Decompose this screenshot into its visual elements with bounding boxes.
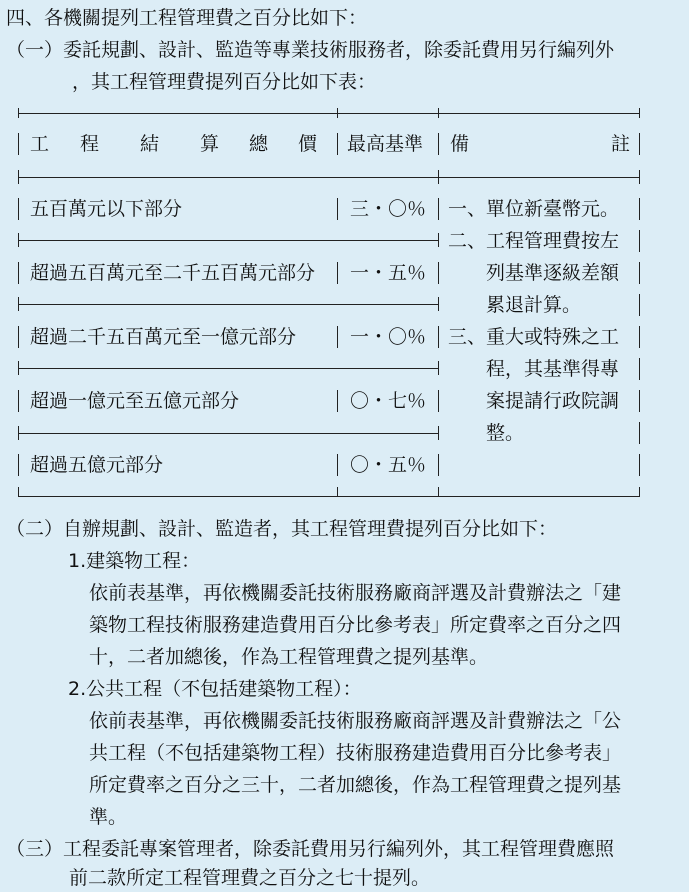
part2-title: （二）自辦規劃、設計、監造者，其工程管理費提列百分比如下：: [6, 518, 558, 540]
part3-line2: 前二款所定工程管理費之百分之七十提列。: [69, 867, 431, 889]
header-char: 工: [30, 133, 50, 155]
part1-line1: （一）委託規劃、設計、監造等專業技術服務者，除委託費用另行編列外: [6, 39, 615, 61]
part2-item1-line: 依前表基準，再依機關委託技術服務廠商評選及計費辦法之「建: [89, 582, 622, 604]
part2-item1-title: 1.建築物工程：: [68, 550, 201, 572]
header-char: 總: [249, 133, 269, 155]
table-row-range: 超過五百萬元至二千五百萬元部分: [30, 262, 316, 284]
section-heading: 四、各機關提列工程管理費之百分比如下：: [6, 7, 368, 29]
part2-item1-line: 築物工程技術服務建造費用百分比參考表」所定費率之百分之四: [89, 614, 622, 636]
part2-item2-title: 2.公共工程（不包括建築物工程）：: [68, 678, 362, 700]
part3-line1: （三）工程委託專案管理者，除委託費用另行編列外，其工程管理費應照: [6, 838, 615, 860]
part1-line2: ，其工程管理費提列百分比如下表：: [72, 71, 377, 93]
note-line: 程，其基準得專: [448, 358, 620, 380]
note-line: 一、單位新臺幣元。: [448, 198, 620, 220]
note-line: 案提請行政院調: [448, 390, 620, 412]
table-row-rate: 一・〇％: [350, 326, 427, 348]
note-line: 累退計算。: [448, 294, 582, 316]
header-char: 算: [200, 133, 220, 155]
table-row-range: 超過二千五百萬元至一億元部分: [30, 326, 297, 348]
note-line: 二、工程管理費按左: [448, 230, 620, 252]
part2-item2-line: 共工程（不包括建築物工程）技術服務建造費用百分比參考表」: [89, 742, 622, 764]
header-char: 結: [140, 133, 160, 155]
part2-item2-line: 依前表基準，再依機關委託技術服務廠商評選及計費辦法之「公: [89, 710, 622, 732]
note-line: 三、重大或特殊之工: [448, 326, 620, 348]
table-row-range: 超過一億元至五億元部分: [30, 390, 240, 412]
table-row-rate: 一・五％: [350, 262, 427, 284]
header-char: 程: [80, 133, 100, 155]
header-remarks-left: 備: [450, 133, 470, 155]
table-row-rate: 〇・七％: [350, 390, 427, 412]
table-row-rate: 三・〇％: [350, 198, 427, 220]
header-char: 價: [298, 133, 318, 155]
part2-item2-line: 所定費率之百分之三十，二者加總後，作為工程管理費之提列基: [89, 774, 622, 796]
header-remarks-right: 註: [611, 133, 631, 155]
header-max-standard: 最高基準: [347, 133, 424, 155]
table-row-range: 五百萬元以下部分: [30, 198, 183, 220]
table-row-range: 超過五億元部分: [30, 454, 164, 476]
part2-item2-line: 準。: [89, 806, 128, 828]
note-line: 整。: [448, 422, 525, 444]
note-line: 列基準逐級差額: [448, 262, 620, 284]
part2-item1-line: 十，二者加總後，作為工程管理費之提列基準。: [89, 646, 489, 668]
table-row-rate: 〇・五％: [350, 454, 427, 476]
